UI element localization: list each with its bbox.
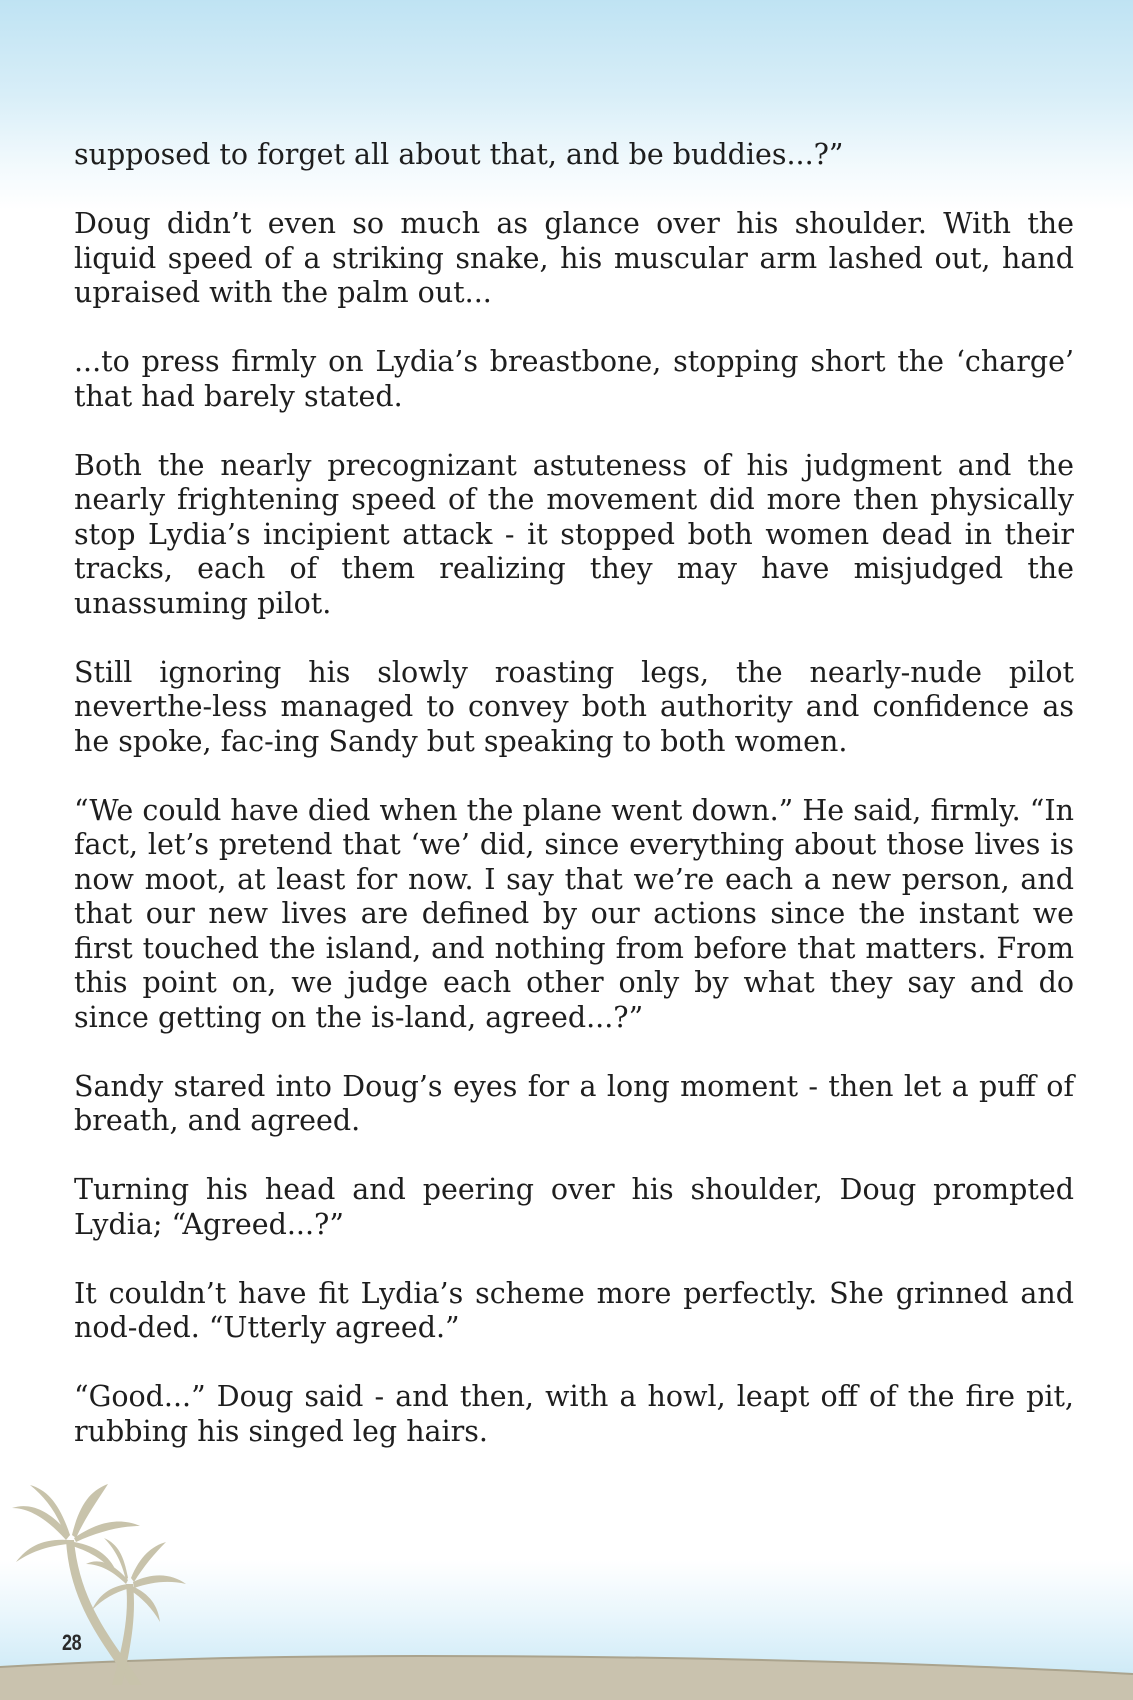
paragraph: Doug didn’t even so much as glance over his shoulder. With the liquid speed of a striking snake, his muscular arm lashed out, hand upraised with the palm out... [74,207,1074,309]
paragraph: Both the nearly precognizant astuteness of his judgment and the nearly frightening speed of the movement did more then physically stop Lydia’s incipient attack - it stopped both women dead in their tracks, each of them realizing they may have misjudged the unassuming pilot. [74,448,1074,620]
chapter-text [74,138,1074,1484]
paragraph: “Good...” Doug said - and then, with a howl, leapt off of the fire pit, rubbing his singed leg hairs. [74,1380,1074,1448]
paragraph: Turning his head and peering over his shoulder, Doug prompted Lydia; “Agreed...?” [74,1173,1074,1241]
paragraph: supposed to forget all about that, and be buddies...?” [74,138,844,171]
sand-shore [0,1656,1133,1700]
paragraph: It couldn’t have fit Lydia’s scheme more perfectly. She grinned and nod-ded. “Utterly agreed.” [74,1276,1074,1344]
paragraph: Still ignoring his slowly roasting legs, the nearly-nude pilot neverthe-less managed to convey both authority and confidence as he spoke, fac-ing Sandy but speaking to both women. [74,655,1074,758]
page-number: 28 [62,1630,82,1655]
paragraph: “We could have died when the plane went down.” He said, firmly. “In fact, let’s pretend that ‘we’ did, since everything about those lives is now moot, at least for now. I say that we’re each a new person, and that our new lives are defined by our actions since the instant we first touched the island, and nothing from before that matters. From this point on, we judge each other only by what they say and do since getting on the is-land, agreed...?” [74,793,1074,1034]
paragraph: ...to press firmly on Lydia’s breastbone, stopping short the ‘charge’ that had barely stated. [74,345,1074,413]
beach-scene [0,1480,1133,1700]
paragraph: Sandy stared into Doug’s eyes for a long moment - then let a puff of breath, and agreed. [74,1069,1074,1137]
